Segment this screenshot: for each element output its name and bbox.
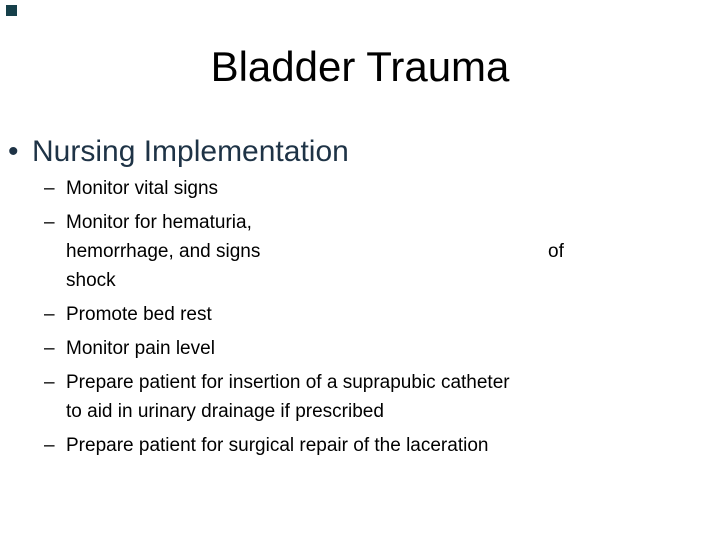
bullet-item-nursing-implementation: [0, 133, 720, 171]
bullet-dot-marker: •: [8, 135, 19, 168]
sub-bullet-line: Monitor vital signs: [66, 178, 219, 199]
sub-bullet-line: Prepare patient for insertion of a suprapubic catheter: [66, 372, 510, 393]
sub-bullet-line: shock: [66, 270, 116, 291]
sub-bullet-item: [0, 300, 720, 329]
sub-bullet-line: hemorrhage, and signs of: [66, 237, 720, 266]
sub-bullet-line: Monitor pain level: [66, 338, 215, 359]
dash-marker: –: [44, 435, 55, 456]
sub-bullet-item: [0, 208, 720, 295]
sub-bullet-line: Promote bed rest: [66, 304, 212, 325]
corner-decoration-square: [6, 5, 17, 16]
sub-bullet-item: [0, 431, 720, 460]
dash-marker: –: [44, 304, 55, 325]
dash-marker: –: [44, 212, 55, 233]
offset-word: of: [548, 241, 564, 262]
sub-bullet-list: [0, 174, 720, 465]
sub-bullet-item: [0, 368, 720, 426]
sub-bullet-line: Prepare patient for surgical repair of the laceration: [66, 435, 489, 456]
dash-marker: –: [44, 372, 55, 393]
dash-marker: –: [44, 338, 55, 359]
sub-bullet-item: [0, 334, 720, 363]
bullet-text: Nursing Implementation: [32, 135, 349, 168]
sub-bullet-line: Monitor for hematuria,: [66, 212, 252, 233]
dash-marker: –: [44, 178, 55, 199]
slide-title: Bladder Trauma: [210, 43, 510, 90]
sub-bullet-item: [0, 174, 720, 203]
sub-bullet-line: to aid in urinary drainage if prescribed: [66, 401, 384, 422]
